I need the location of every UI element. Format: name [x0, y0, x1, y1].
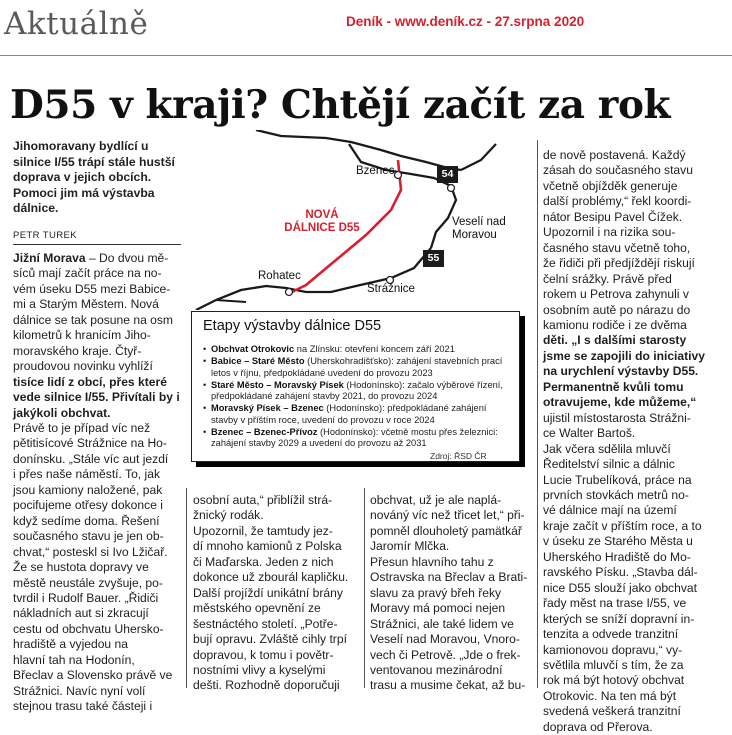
section-label: Aktuálně [4, 6, 149, 42]
text-line [543, 380, 718, 395]
text-line [543, 333, 718, 348]
text-fragment: ujistil místostarosta Strážni- [543, 410, 691, 425]
text-line [543, 457, 718, 472]
town-label-bzenec: Bzenec [356, 165, 395, 177]
stage-detail: (Uherskohradišťsko): zahájení stavebních prací letos v říjnu, předpokládané uvedení do provozu 2023 [211, 356, 503, 378]
text-line: městě neustále zvyšuje, po- [13, 575, 163, 590]
text-fragment: ce Walter Bartoš. [543, 426, 636, 441]
town-dot-veseli [448, 185, 455, 192]
text-line [543, 426, 718, 441]
stage-detail: (Hodonínsko): začalo výběrové řízení, předpokládané zahájení stavby 2021, do provozu 2024 [211, 379, 503, 402]
text-fragment: včetně objížděk generuje [543, 178, 678, 193]
text-line: Břeclav a Slovensko právě ve [13, 668, 173, 683]
text-line [543, 550, 718, 565]
article-column-2 [193, 493, 357, 694]
text-line: pocifujeme otřesy dokonce i [13, 498, 163, 513]
text-line: vede silnice I/55. Přivítali by i [13, 390, 180, 405]
text-fragment: na urychlení výstavby D55. [543, 364, 699, 379]
text-fragment: tenzita a odvede tranzitní [543, 627, 679, 642]
text-line [543, 194, 718, 209]
text-line [543, 318, 718, 333]
text-line: Další projíždí unikátní brány [193, 585, 343, 600]
text-line: hlavní tah na Hodonín, [13, 652, 135, 667]
text-fragment: svedená veškerá tranzitní [543, 704, 681, 719]
text-fragment: osobním autě po nárazu do [543, 302, 691, 317]
new-road-label: NOVÁ DÁLNICE D55 [284, 209, 360, 234]
text-line [543, 395, 718, 410]
stage-detail: (Hodonínsko): včetně mostu přes železnici: zahájení stavby 2029 a uvedení do provozu až 2031 [211, 427, 498, 449]
stage-item: • Staré Město – Moravský Písek (Hodonínsko): začalo výběrové řízení, předpokládané zahájení stavby 2021, do provozu 2024 [203, 379, 503, 402]
text-fragment: nátor Besipu Pavel Čížek. [543, 209, 683, 224]
text-line: Přesun hlavního tahu z [370, 554, 494, 569]
text-line [543, 241, 718, 256]
existing-road [256, 130, 461, 170]
road-i55-north [461, 144, 496, 170]
text-fragment: Lucie Trubelíková, práce na [543, 472, 692, 487]
text-line [543, 163, 718, 178]
stage-detail: na Zlínsku: otevření koncem září 2021 [294, 344, 455, 354]
text-line: městského opevnění ze [193, 601, 321, 616]
text-line [543, 488, 718, 503]
text-line: Jaromír Mlčka. [370, 539, 450, 554]
text-fragment: ravského Písku. „Stavba dál- [543, 565, 698, 580]
road-spur [216, 300, 246, 302]
text-line: pětitisícové Strážnice na Ho- [13, 436, 167, 451]
text-line: Že se hustota dopravy ve [13, 560, 149, 575]
text-line: šestnáctého století. „Potře- [193, 616, 338, 631]
text-line: nákladních aut si zkracují [13, 606, 149, 621]
text-line: dokonce už zbourál kapličku. [193, 570, 349, 585]
text-line [543, 287, 718, 302]
text-line: ventovanou mezinárodní [370, 662, 503, 677]
text-line [543, 534, 718, 549]
text-line [543, 256, 718, 271]
stage-item: • Bzenec – Bzenec-Přívoz (Hodonínsko): včetně mostu přes železnici: zahájení stavby 2029 a uvedení do provozu až 2031 [203, 427, 498, 449]
text-fragment: Jak včera sdělila mluvčí [543, 441, 671, 456]
text-line: síců mají začít práce na no- [13, 266, 162, 281]
text-fragment: kamionu rodiče i ze dvěma [543, 317, 687, 332]
text-line: Právě to je případ víc než [13, 420, 151, 435]
text-fragment: vé dálnice mají na území [543, 503, 677, 518]
text-line: Upozornil, že tamtudy jez- [193, 523, 333, 538]
town-dot-bzenec [395, 172, 402, 179]
text-line [543, 720, 718, 735]
text-line [543, 658, 718, 673]
text-fragment: kamionovou dopravu,“ vy- [543, 642, 683, 657]
text-line: jakýkoli obchvat. [13, 405, 111, 420]
text-line [543, 148, 718, 163]
text-fragment: Uherského Hradiště do Mo- [543, 549, 691, 564]
text-line: dešti. Rozhodně doporučuji [193, 678, 340, 693]
text-line [13, 251, 185, 266]
text-line: nováný víc než třicet let,“ při- [370, 508, 525, 523]
text-line: Strážnici, ale také lidem ve [370, 616, 514, 631]
text-fragment: nice D55 slouží jako obchvat [543, 580, 697, 595]
text-fragment: světlila mluvčí s tím, že za [543, 657, 684, 672]
text-fragment: – Do dvou mě- [85, 251, 169, 265]
text-line [543, 210, 718, 225]
text-line [543, 565, 718, 580]
town-dot-rohatec [286, 289, 293, 296]
article-column-4 [543, 148, 718, 735]
text-fragment: kterých se sníží dopravní in- [543, 611, 695, 626]
text-fragment: Ředitelství silnic a dálnic [543, 457, 675, 472]
text-line: Moravy má pomoci nejen [370, 601, 506, 616]
text-fragment: Permanentně kvůli tomu [543, 379, 684, 394]
text-line [543, 704, 718, 719]
text-fragment: v úseku ze Starého Města u [543, 534, 693, 549]
column-divider [186, 488, 187, 688]
text-line [543, 272, 718, 287]
stage-name: Obchvat Otrokovic [211, 344, 295, 354]
text-fragment: doprava od Přerova. [543, 719, 653, 734]
article-column-3 [370, 493, 535, 694]
text-fragment: Otrokovic. Na ten má být [543, 688, 677, 703]
road-shield-54: 54 [437, 166, 458, 183]
stage-item: • Babice – Staré Město (Uherskohradišťsko): zahájení stavebních prací letos v říjnu, předpokládané uvedení do provozu 2023 [203, 356, 503, 378]
text-fragment: časného stavu včetně toho, [543, 240, 691, 255]
article-column-1 [13, 251, 185, 715]
road-shield-55: 55 [423, 250, 444, 267]
text-line: i přes naše náměstí. To, jak [13, 467, 160, 482]
headline: D55 v kraji? Chtějí začít za rok [10, 82, 671, 128]
text-fragment: „I s dalšími starosty [567, 333, 687, 348]
text-line: osobní auta,“ přiblížil strá- [193, 493, 333, 507]
text-line: dí mnoho kamionů z Polska [193, 539, 342, 554]
text-line [543, 349, 718, 364]
text-line [543, 673, 718, 688]
stage-name: Bzenec – Bzenec-Přívoz [211, 427, 318, 438]
text-fragment: otravujeme, kde můžeme,“ [543, 395, 697, 410]
header-rule [0, 55, 732, 56]
text-line: hradiště a vyjedou na [13, 637, 128, 652]
text-line: proudovou novinku vyhlíží [13, 359, 153, 374]
text-line: dopravou, k tomu i povětr- [193, 647, 334, 662]
stages-title: Etapy výstavby dálnice D55 [203, 318, 382, 334]
text-line [543, 225, 718, 240]
text-line: když sedíme doma. Řešení [13, 513, 160, 528]
town-label-veseli: Veselí nad Moravou [452, 216, 506, 241]
stage-name: Staré Město – Moravský Písek [211, 379, 344, 390]
text-line [543, 519, 718, 534]
text-line: tisíce lidí z obcí, přes které [13, 374, 167, 389]
text-line: cestu od obchvatu Uhersko- [13, 621, 164, 636]
text-fragment: čelní srážky. Právě před [543, 271, 672, 286]
stage-detail: (Hodonínsko): předpokládané zahájení stavby v příštím roce, uvedení do provozu v roce 2024 [211, 403, 487, 425]
stage-name: Moravský Písek – Bzenec [211, 403, 324, 414]
text-line [543, 689, 718, 704]
column-divider [364, 488, 365, 688]
text-line: obchvat, už je ale naplá- [370, 493, 502, 507]
byline-rule [13, 244, 181, 245]
text-line [543, 473, 718, 488]
text-line: tvrdil i Rudolf Bauer. „Řidiči [13, 590, 159, 605]
text-line [543, 581, 718, 596]
text-line [543, 627, 718, 642]
text-fragment: Upozornil i na rizika sou- [543, 225, 676, 240]
text-fragment: rokem u Petrova zahynuli v [543, 287, 689, 302]
text-line [543, 442, 718, 457]
stage-item: • Obchvat Otrokovic na Zlínsku: otevření koncem září 2021 [203, 344, 455, 354]
text-line: mi a Starým Městem. Nová [13, 297, 159, 312]
text-line [543, 179, 718, 194]
text-line: kilometrů k hranicím Jiho- [13, 328, 151, 343]
text-line: žnický rodák. [193, 508, 264, 523]
text-fragment: kraje začít v příštím roce, a to [543, 518, 702, 533]
text-line: chvat,“ posteskl si Ivo Lžičař. [13, 544, 168, 559]
masthead: Deník - www.deník.cz - 27.srpna 2020 [346, 14, 585, 29]
text-line: dálnice se tak posune na osm [13, 312, 174, 327]
stages-list [203, 344, 515, 451]
text-line: moravského kraje. Čtyř- [13, 343, 142, 358]
town-label-rohatec: Rohatec [258, 270, 301, 282]
text-line [543, 503, 718, 518]
text-fragment: rok má být hotový obchvat [543, 673, 685, 688]
text-line: či Maďarska. Jeden z nich [193, 554, 334, 569]
text-fragment: děti. [543, 333, 568, 348]
dateline: Jižní Morava [13, 251, 86, 265]
text-line: bují opravu. Zvláště cihly trpí [193, 632, 347, 647]
text-line: slavu za pravý břeh řeky [370, 585, 502, 600]
stage-name: Babice – Staré Město [211, 356, 305, 367]
text-fragment: jsme se zapojili do iniciativy [543, 348, 705, 363]
text-line: vech či Petrově. „Jde o frek- [370, 647, 521, 662]
text-line: pomněl dlouholetý pamätkář [370, 523, 522, 538]
author-byline: PETR TUREK [13, 230, 78, 241]
column-divider [537, 140, 538, 688]
text-fragment: de nově postavená. Každý [543, 148, 686, 162]
text-line [543, 364, 718, 379]
text-line [543, 612, 718, 627]
text-line [543, 411, 718, 426]
text-line [543, 643, 718, 658]
text-line: donínsku. „Stále víc aut jezdí [13, 451, 169, 466]
text-line: jsou kamiony naložené, pak [13, 482, 163, 497]
stage-item: • Moravský Písek – Bzenec (Hodonínsko): předpokládané zahájení stavby v příštím roce, uvedení do provozu v roce 2024 [203, 403, 487, 425]
text-line: Veselí nad Moravou, Vnoro- [370, 632, 520, 647]
text-fragment: prvních stovkách metrů no- [543, 487, 689, 502]
stages-source: Zdroj: ŘSD ČR [430, 451, 487, 461]
text-line [543, 596, 718, 611]
road-i55 [349, 144, 456, 248]
text-fragment: další problémy,“ řekl koordi- [543, 194, 692, 209]
text-fragment: řady měst na trase I/55, ve [543, 596, 687, 611]
text-fragment: zásah do současného stavu [543, 163, 693, 178]
lead-paragraph: Jihomoravany bydlící u silnice I/55 trápí stále hustší doprava v jejich obcích. Pomoci jim má výstavba dálnice. [13, 139, 175, 216]
text-line: vém úseku D55 mezi Babice- [13, 281, 171, 296]
town-label-straznice: Strážnice [367, 283, 415, 295]
text-line: Strážnici. Navíc nyní volí [13, 683, 146, 698]
text-line: nostními vlivy a kyselými [193, 662, 326, 677]
text-line: současného stavu je jen ob- [13, 529, 164, 544]
text-line: trasu a musime čekat, až bu- [370, 678, 526, 693]
text-line: Ostravska na Břeclav a Brati- [370, 570, 528, 585]
text-line: stejnou trasu také částeji i [13, 699, 153, 714]
text-line [543, 303, 718, 318]
text-fragment: že řidiči při předjíždějí riskují [543, 256, 695, 271]
